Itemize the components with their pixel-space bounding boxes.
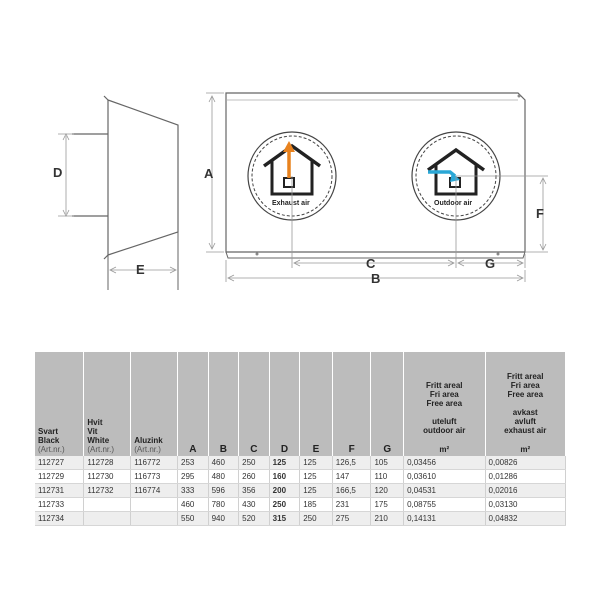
cell-free-area-exhaust: 0,03130 xyxy=(485,498,565,512)
cell-free-area-outdoor: 0,03456 xyxy=(404,456,485,470)
cell-dim-f: 166,5 xyxy=(332,484,371,498)
dimension-label-e: E xyxy=(136,262,145,277)
cell-free-area-outdoor: 0,03610 xyxy=(404,470,485,484)
cell-art-black: 112733 xyxy=(35,498,84,512)
header-b: B xyxy=(208,352,239,456)
table-row xyxy=(35,498,566,512)
cell-dim-c: 356 xyxy=(239,484,270,498)
cell-free-area-exhaust: 0,00826 xyxy=(485,456,565,470)
cell-art-aluzink xyxy=(131,512,178,526)
cell-art-aluzink: 116773 xyxy=(131,470,178,484)
cell-art-black: 112729 xyxy=(35,470,84,484)
header-free-area-outdoor: Fritt areal Fri area Free area uteluft outdoor air m² xyxy=(404,352,485,456)
header-g: G xyxy=(371,352,404,456)
cell-art-aluzink: 116774 xyxy=(131,484,178,498)
cell-art-white: 112728 xyxy=(84,456,131,470)
cell-dim-g: 175 xyxy=(371,498,404,512)
cell-art-black: 112734 xyxy=(35,512,84,526)
dimension-label-b: B xyxy=(371,271,381,286)
cell-art-black: 112731 xyxy=(35,484,84,498)
cell-dim-b: 480 xyxy=(208,470,239,484)
dimension-label-f: F xyxy=(536,206,544,221)
header-e: E xyxy=(300,352,333,456)
dimension-label-g: G xyxy=(485,256,496,271)
header-f: F xyxy=(332,352,371,456)
header-free-area-exhaust: Fritt areal Fri area Free area avkast avluft exhaust air m² xyxy=(485,352,565,456)
cell-free-area-outdoor: 0,04531 xyxy=(404,484,485,498)
cell-art-white: 112730 xyxy=(84,470,131,484)
cell-dim-e: 185 xyxy=(300,498,333,512)
cell-free-area-exhaust: 0,04832 xyxy=(485,512,565,526)
cell-dim-e: 125 xyxy=(300,484,333,498)
cell-dim-e: 125 xyxy=(300,456,333,470)
cell-dim-a: 253 xyxy=(178,456,209,470)
cell-free-area-outdoor: 0,14131 xyxy=(404,512,485,526)
cell-dim-c: 520 xyxy=(239,512,270,526)
cell-dim-f: 275 xyxy=(332,512,371,526)
header-aluzink: Aluzink (Art.nr.) xyxy=(131,352,178,456)
cell-dim-b: 940 xyxy=(208,512,239,526)
outdoor-air-label: Outdoor air xyxy=(434,200,473,207)
cell-dim-g: 210 xyxy=(371,512,404,526)
cell-dim-c: 260 xyxy=(239,470,270,484)
cell-dim-f: 231 xyxy=(332,498,371,512)
cell-dim-a: 295 xyxy=(178,470,209,484)
cell-dim-e: 250 xyxy=(300,512,333,526)
cell-dim-a: 460 xyxy=(178,498,209,512)
cell-art-aluzink xyxy=(131,498,178,512)
cell-dim-d: 200 xyxy=(269,484,300,498)
cell-dim-d: 160 xyxy=(269,470,300,484)
cell-free-area-outdoor: 0,08755 xyxy=(404,498,485,512)
cell-dim-d: 315 xyxy=(269,512,300,526)
header-a: A xyxy=(178,352,209,456)
cell-dim-g: 105 xyxy=(371,456,404,470)
dimension-label-c: C xyxy=(366,256,376,271)
cell-dim-g: 110 xyxy=(371,470,404,484)
exhaust-air-label: Exhaust air xyxy=(272,200,310,207)
cell-art-white xyxy=(84,512,131,526)
cell-dim-d: 250 xyxy=(269,498,300,512)
side-view xyxy=(72,96,178,290)
cell-art-black: 112727 xyxy=(35,456,84,470)
specification-table xyxy=(35,352,566,526)
cell-dim-b: 780 xyxy=(208,498,239,512)
header-d: D xyxy=(269,352,300,456)
cell-art-white xyxy=(84,498,131,512)
cell-art-aluzink: 116772 xyxy=(131,456,178,470)
cell-art-white: 112732 xyxy=(84,484,131,498)
cell-dim-a: 550 xyxy=(178,512,209,526)
header-white: Hvit Vit White (Art.nr.) xyxy=(84,352,131,456)
table-header-row xyxy=(35,352,566,456)
cell-dim-f: 147 xyxy=(332,470,371,484)
table-row xyxy=(35,470,566,484)
cell-dim-c: 250 xyxy=(239,456,270,470)
dimension-label-d: D xyxy=(53,165,63,180)
header-c: C xyxy=(239,352,270,456)
cell-free-area-exhaust: 0,01286 xyxy=(485,470,565,484)
cell-dim-b: 460 xyxy=(208,456,239,470)
cell-free-area-exhaust: 0,02016 xyxy=(485,484,565,498)
cell-dim-f: 126,5 xyxy=(332,456,371,470)
cell-dim-d: 125 xyxy=(269,456,300,470)
table-row xyxy=(35,456,566,470)
table-row xyxy=(35,512,566,526)
dimension-label-a: A xyxy=(204,166,214,181)
cell-dim-e: 125 xyxy=(300,470,333,484)
table-row xyxy=(35,484,566,498)
header-black: Svart Black (Art.nr.) xyxy=(35,352,84,456)
cell-dim-c: 430 xyxy=(239,498,270,512)
cell-dim-g: 120 xyxy=(371,484,404,498)
cell-dim-b: 596 xyxy=(208,484,239,498)
cell-dim-a: 333 xyxy=(178,484,209,498)
